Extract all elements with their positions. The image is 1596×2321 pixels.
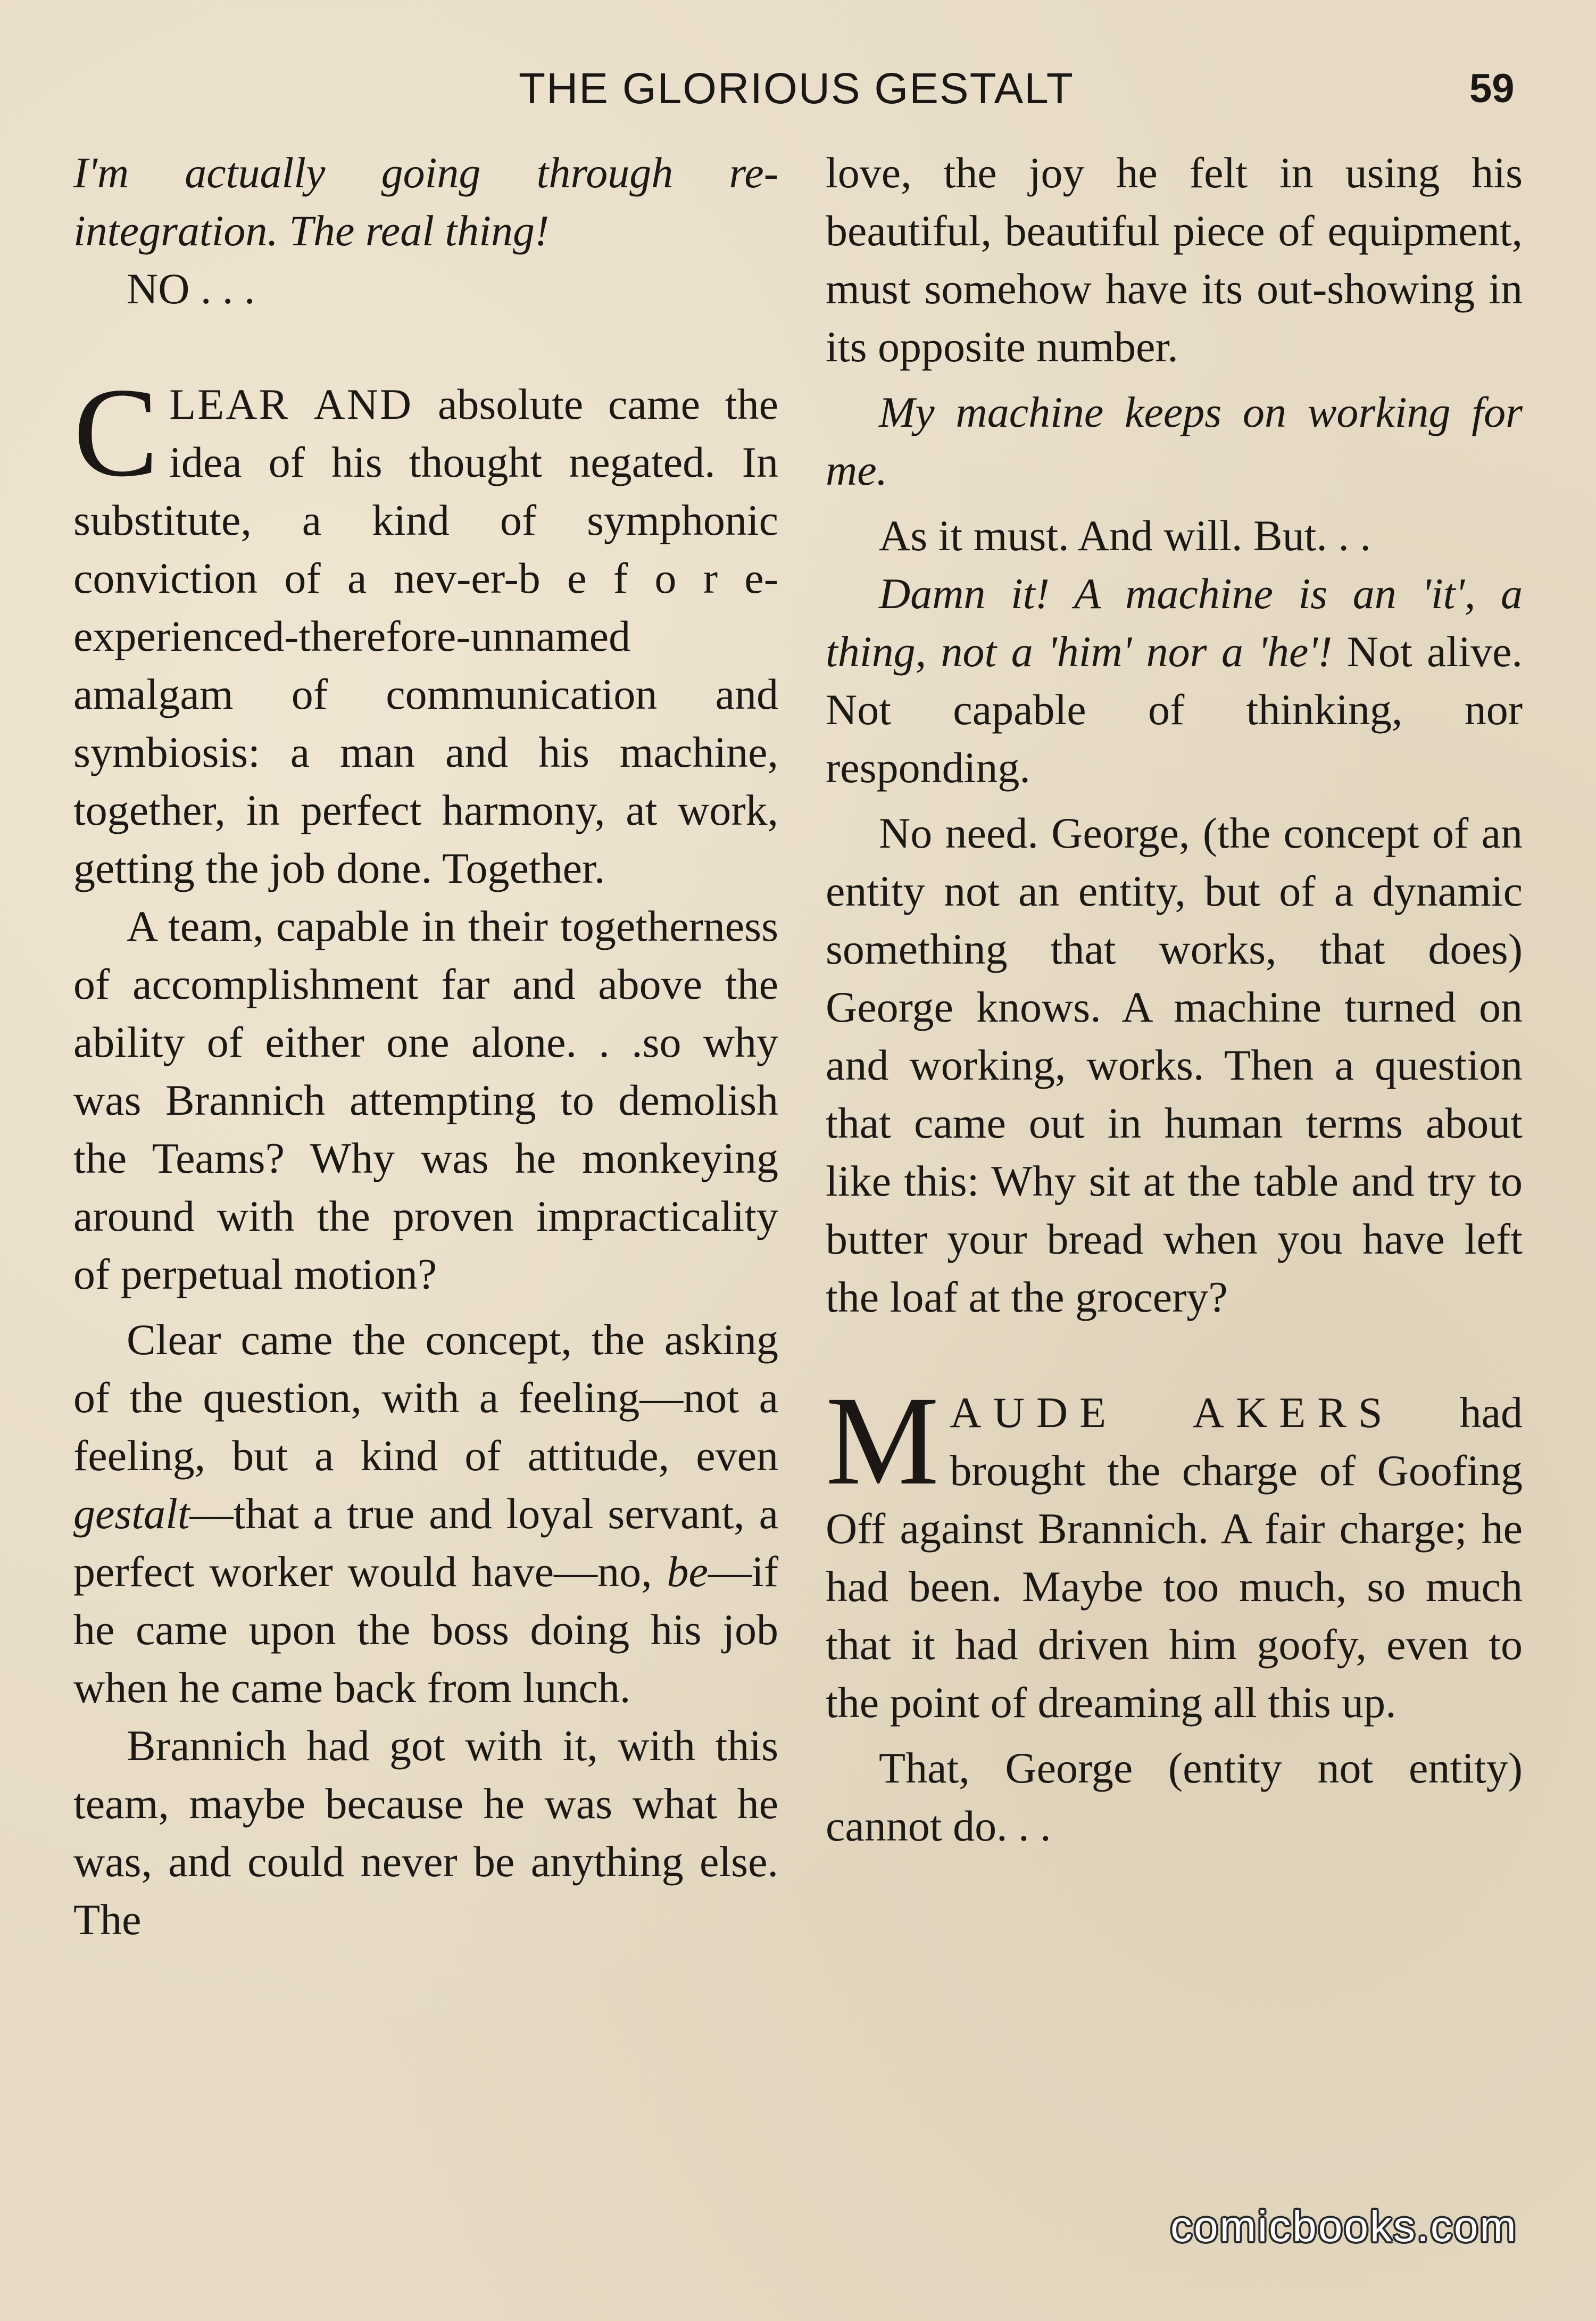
paragraph — [73, 1311, 778, 1717]
italic-text: Damn it! A machine is an 'it', a thing, not a 'him' nor a 'he'! — [826, 569, 1523, 676]
watermark — [1170, 2202, 1585, 2276]
paragraph-with-drop-cap — [826, 1370, 1523, 1731]
running-head — [0, 60, 1596, 118]
paragraph: No need. George, (the concept of an entity not an entity, but of a dynamic something that works, that does) George knows. A machine turned on and working, works. Then a question that came out in human terms about like this: Why sit at the table and try to butter your bread when you have left the loaf at the grocery? — [826, 809, 1523, 1321]
paragraph-text: Not alive. Not capable of thinking, nor responding. — [826, 627, 1523, 792]
right-column — [826, 144, 1523, 1855]
paragraph-text: Clear came the concept, the asking of the question, with a feeling—not a feeling, but a kind of attitude, even — [73, 1315, 778, 1480]
drop-cap: M — [826, 1370, 940, 1511]
italic-text: be — [667, 1547, 708, 1596]
paragraph: As it must. And will. But. . . — [879, 511, 1371, 560]
small-caps-lead: AUDE AKERS — [950, 1388, 1394, 1437]
italic-text: gestalt — [73, 1489, 190, 1538]
paragraph: That, George (entity not entity) cannot do. . . — [826, 1744, 1523, 1850]
page-number: 59 — [1469, 66, 1515, 111]
paragraph: My machine keeps on working for me. — [826, 388, 1523, 494]
paragraph-text: had brought the charge of Goofing Off against Brannich. A fair charge; he had been. Maybe too much, so much that it had driven him goofy, even to the point of dreaming all this up. — [826, 1388, 1523, 1727]
small-caps-lead: LEAR AND — [169, 380, 413, 428]
left-column — [73, 144, 778, 1949]
paragraph: Brannich had got with it, with this team, maybe because he was what he was, and could never be anything else. The — [73, 1721, 778, 1944]
paragraph-text: —that a true and loyal servant, a perfect worker would have—no, — [73, 1489, 778, 1596]
paragraph — [826, 565, 1523, 797]
page-title: THE GLORIOUS GESTALT — [519, 64, 1074, 113]
paragraph: NO . . . — [127, 264, 255, 313]
paragraph: A team, capable in their togetherness of accomplishment far and above the ability of either one alone. . .so why was Brannich attempting to demolish the Teams? Why was he monkeying around with the proven impracticality of perpetual motion? — [73, 902, 778, 1298]
paragraph: I'm actually going through re-integration. The real thing! — [73, 148, 778, 255]
drop-cap: C — [73, 361, 159, 503]
paragraph-text: absolute came the idea of his thought negated. In substitute, a kind of symphonic conviction of a nev-er-b e f o r e-experienced-therefore-unnamed amalgam of communication and symbiosis: a man and his machine, together, in perfect harmony, at work, getting the job done. Together. — [73, 380, 778, 892]
paragraph-text: —if he came upon the boss doing his job when he came back from lunch. — [73, 1547, 778, 1712]
paragraph: love, the joy he felt in using his beautiful, beautiful piece of equipment, must somehow have its out-showing in its opposite number. — [826, 148, 1523, 371]
paragraph-with-drop-cap — [73, 361, 778, 897]
watermark-text: comicbooks.com — [1170, 2202, 1518, 2251]
